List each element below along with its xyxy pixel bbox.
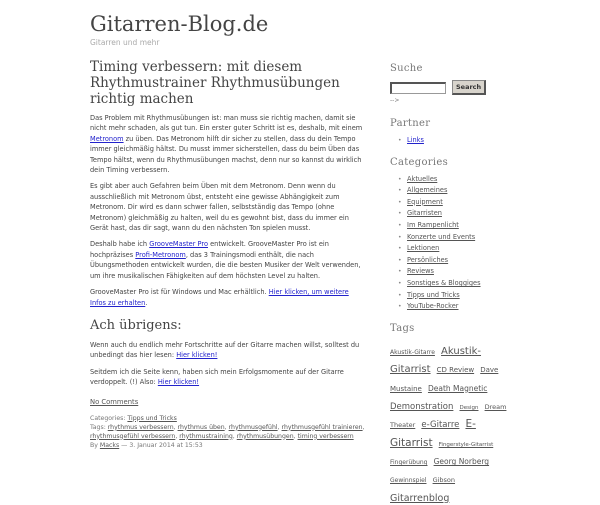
- category-persoenliches[interactable]: Persönliches: [407, 255, 449, 264]
- tag-cloud-item[interactable]: Gitarrenblog: [390, 492, 450, 504]
- comments-link[interactable]: No Comments: [90, 397, 139, 406]
- category-item: [398, 243, 515, 255]
- more-info-link[interactable]: Hier klicken, um weitere Infos zu erhalten: [90, 288, 349, 307]
- click-here-link-2[interactable]: Hier klicken!: [157, 378, 200, 387]
- categories-list: [390, 174, 515, 313]
- post-date: — 3. Januar 2014 at 15:53: [119, 441, 203, 449]
- category-reviews[interactable]: Reviews: [407, 267, 434, 276]
- categories-widget-title: Categories: [390, 156, 448, 168]
- post-paragraph-1: [90, 113, 365, 175]
- tag-cloud-item[interactable]: Fingerübung: [390, 459, 428, 467]
- post-tags: Tags: rhythmus verbessern, rhythmus üben, rhythmusgefühl, rhythmusgefühl trainieren, rhythmusgefühl verbessern, rhythmustraining, rhythmusübungen, timing verbessern: [90, 423, 365, 440]
- post-paragraph-5: [90, 340, 365, 361]
- tag-cloud-item[interactable]: Akustik-Gitarrist: [390, 345, 482, 376]
- tag-cloud: [390, 340, 515, 505]
- category-item: [398, 208, 515, 220]
- tag-link[interactable]: rhythmustraining: [179, 432, 233, 440]
- tag-link[interactable]: rhythmus üben: [177, 423, 225, 431]
- categories-label: Categories:: [90, 414, 128, 422]
- tag-link[interactable]: rhythmus verbessern: [107, 423, 174, 431]
- comments-container: [90, 398, 365, 406]
- tag-cloud-item[interactable]: Dream Theater: [390, 402, 507, 430]
- tag-cloud-item[interactable]: Gewinnspiel: [390, 477, 427, 485]
- category-item: [398, 197, 515, 209]
- category-item: [398, 290, 515, 302]
- category-item: [398, 266, 515, 278]
- category-allgemeines[interactable]: Allgemeines: [407, 186, 448, 195]
- tag-cloud-item[interactable]: Fingerstyle-Gitarrist: [438, 441, 494, 448]
- category-link[interactable]: Tipps und Tricks: [127, 414, 177, 422]
- main-content: [90, 59, 365, 450]
- site-header: [90, 11, 268, 47]
- post-paragraph-4: [90, 287, 365, 308]
- section-heading: Ach übrigens:: [90, 317, 182, 333]
- partner-item: [398, 135, 515, 147]
- tag-cloud-item[interactable]: Gibson: [432, 476, 456, 485]
- category-item: [398, 174, 515, 186]
- category-item: [398, 255, 515, 267]
- tag-link[interactable]: rhythmusübungen: [236, 432, 294, 440]
- tag-cloud-item[interactable]: Death Magnetic: [427, 383, 488, 393]
- tag-cloud-item[interactable]: Georg Norberg: [433, 457, 490, 467]
- search-form: [390, 80, 515, 95]
- tag-cloud-item[interactable]: Design: [459, 404, 479, 411]
- partner-list: [390, 135, 515, 147]
- tag-link[interactable]: timing verbessern: [297, 432, 354, 440]
- text: zu üben. Das Metronom hilft dir sicher zu stellen, dass du dein Tempo immer gleichmäßig hältst. Du musst immer sicherstellen, dass du beim Üben das Tempo hältst, wenn du Rhythmusübungen machst, denn nur so kannst du wirklich dein Timing verbessern.: [90, 134, 362, 175]
- tags-widget-title: Tags: [390, 322, 415, 334]
- search-input[interactable]: [390, 82, 446, 94]
- category-im-rampenlicht[interactable]: Im Rampenlicht: [407, 220, 459, 229]
- groovemaster-link[interactable]: GrooveMaster Pro: [149, 240, 208, 249]
- tag-link[interactable]: rhythmusgefühl: [228, 423, 278, 431]
- category-youtube-rocker[interactable]: YouTube-Rocker: [407, 302, 459, 311]
- search-button[interactable]: Search: [452, 80, 486, 95]
- site-description: Gitarren und mehr: [90, 38, 160, 47]
- category-item: [398, 220, 515, 232]
- category-sonstiges[interactable]: Sonstiges & Bloggiges: [407, 278, 481, 287]
- post-paragraph-2: Es gibt aber auch Gefahren beim Üben mit dem Metronom. Denn wenn du ausschließlich mit Metronom übst, entsteht eine gewisse Abhängigkeit zum Metronom. Dir wird es dann schwer fallen, selbstständig das Tempo (ohne Metronom) gleichmäßig zu halten, weil du es gewohnt bist, dass du immer ein Gerät hast, das dir sagt, wann du den nächsten Ton spielen musst.: [90, 182, 349, 233]
- author-link[interactable]: Macks: [99, 441, 120, 449]
- category-item: [398, 232, 515, 244]
- category-item: [398, 278, 515, 290]
- metronom-link[interactable]: Metronom: [90, 134, 124, 143]
- profi-metronom-link[interactable]: Profi-Metronom: [135, 250, 186, 259]
- categories-widget: [390, 157, 515, 313]
- tags-label: Tags:: [90, 423, 108, 431]
- text: Wenn auch du endlich mehr Fortschritte auf der Gitarre machen willst, solltest du unbedingt das hier lesen:: [90, 340, 360, 360]
- tag-link[interactable]: rhythmusgefühl verbessern: [90, 432, 176, 440]
- category-gitarristen[interactable]: Gitarristen: [407, 209, 442, 218]
- post-byline: [90, 441, 365, 450]
- category-konzerte-und-events[interactable]: Konzerte und Events: [407, 232, 476, 241]
- sidebar: [390, 63, 515, 505]
- search-widget-title: Suche: [390, 63, 423, 74]
- category-item: [398, 185, 515, 197]
- category-item: [398, 301, 515, 313]
- click-here-link-1[interactable]: Hier klicken!: [176, 351, 218, 360]
- tag-cloud-item[interactable]: CD Review: [436, 366, 475, 375]
- tag-cloud-item[interactable]: Dave Mustaine: [390, 366, 499, 393]
- category-equipment[interactable]: Equipment: [407, 197, 443, 206]
- stray-comment-text: -->: [390, 97, 400, 104]
- tags-widget: [390, 323, 515, 505]
- text: Das Problem mit Rhythmusübungen ist: man muss sie richtig machen, damit sie nicht mehr schaden, als gut tun. Ein erster guter Schritt ist es, deshalb, mit einem: [90, 114, 363, 133]
- category-lektionen[interactable]: Lektionen: [407, 244, 440, 253]
- links-link[interactable]: Links: [407, 136, 424, 144]
- partner-widget: [390, 118, 515, 147]
- post-paragraph-3: [90, 239, 365, 281]
- text: Seitdem ich die Seite kenn, haben sich mein Erfolgsmomente auf der Gitarre verdoppelt. (!) Also:: [90, 367, 344, 387]
- text: GrooveMaster Pro ist für Windows und Mac erhältlich.: [90, 288, 269, 297]
- text: .: [145, 298, 148, 307]
- post-meta: [90, 414, 365, 450]
- category-aktuelles[interactable]: Aktuelles: [407, 174, 438, 183]
- site-title[interactable]: Gitarren-Blog.de: [90, 12, 269, 36]
- partner-widget-title: Partner: [390, 118, 431, 129]
- post-categories: [90, 414, 365, 423]
- tag-cloud-item[interactable]: e-Gitarre: [421, 420, 460, 431]
- text: Deshalb habe ich: [90, 240, 150, 249]
- post-paragraph-6: [90, 367, 365, 388]
- by-label: By: [90, 441, 100, 449]
- tag-link[interactable]: rhythmusgefühl trainieren: [281, 423, 363, 431]
- category-tipps-und-tricks[interactable]: Tipps und Tricks: [407, 290, 460, 299]
- tag-cloud-item[interactable]: E-Gitarrist: [390, 418, 476, 449]
- tag-cloud-item[interactable]: Akustik-Gitarre: [390, 348, 435, 356]
- search-widget: [390, 63, 515, 104]
- post-title[interactable]: Timing verbessern: mit diesem Rhythmustrainer Rhythmusübungen richtig machen: [90, 59, 340, 107]
- text: entwickelt. GrooveMaster Pro ist ein hochpräzises: [90, 240, 329, 259]
- tag-cloud-item[interactable]: Demonstration: [390, 401, 454, 412]
- text: , das 3 Trainingsmodi enthält, die nach Übungsmethoden entwickelt wurden, die die besten Musiker der Welt verwenden, um ihre musikalischen Fähigkeiten auf dem höchsten Level zu halten.: [90, 250, 361, 280]
